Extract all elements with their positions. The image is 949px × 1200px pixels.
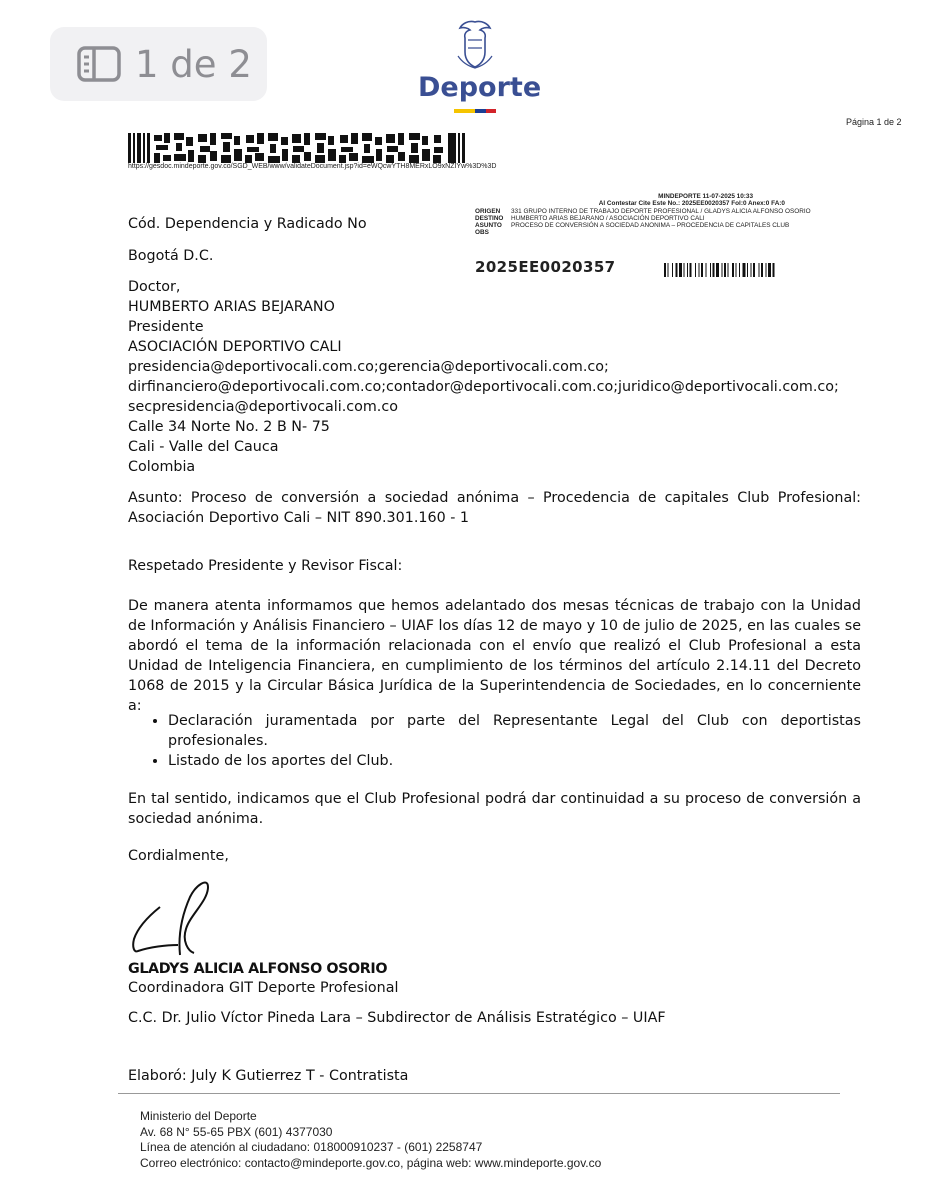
bullet-item: • Declaración juramentada por parte del Representante Legal del Club con deportistas profesionales.	[168, 711, 861, 751]
flag-stripe	[454, 109, 496, 113]
coat-of-arms-icon	[452, 18, 498, 70]
elaborated-by: Elaboró: July K Gutierrez T - Contratista	[128, 1068, 409, 1084]
footer-divider	[118, 1093, 840, 1094]
greeting: Respetado Presidente y Revisor Fiscal:	[128, 558, 403, 574]
footer-line: Línea de atención al ciudadano: 018000910237 - (601) 2258747	[140, 1140, 483, 1154]
stamp-origen-value: 331 GRUPO INTERNO DE TRABAJO DEPORTE PROFESIONAL / GLADYS ALICIA ALFONSO OSORIO	[511, 207, 811, 215]
stamp-asunto-value: PROCESO DE CONVERSIÓN A SOCIEDAD ANONIMA – PROCEDENCIA DE CAPITALES CLUB	[511, 222, 790, 230]
signer-name: GLADYS ALICIA ALFONSO OSORIO	[128, 961, 388, 977]
addressee-email[interactable]: presidencia@deportivocali.com.co;gerencia@deportivocali.com.co;	[128, 359, 609, 375]
footer-line: Ministerio del Deporte	[140, 1109, 257, 1123]
stamp-line1: MINDEPORTE 11-07-2025 10:33	[658, 193, 753, 200]
barcode-graphic	[128, 133, 468, 163]
radicado-number: 2025EE0020357	[475, 258, 616, 276]
footer-line: Av. 68 N° 55-65 PBX (601) 4377030	[140, 1124, 333, 1139]
stamp-origen-label: ORIGEN	[475, 207, 501, 215]
addressee-email[interactable]: dirfinanciero@deportivocali.com.co;contador@deportivocali.com.co;juridico@deportivocali.com.co;	[128, 379, 839, 395]
addressee-line: Doctor,	[128, 279, 181, 295]
cc-line: C.C. Dr. Julio Víctor Pineda Lara – Subdirector de Análisis Estratégico – UIAF	[128, 1010, 666, 1026]
paragraph-2: En tal sentido, indicamos que el Club Profesional podrá dar continuidad a su proceso de conversión a sociedad anónima.	[128, 791, 861, 827]
stamp-line2: Al Contestar Cite Este No.: 2025EE0020357 Fol:0 Anex:0 FA:0	[598, 200, 785, 208]
cod-dependencia: Cód. Dependencia y Radicado No	[128, 216, 367, 232]
addressee-line: ASOCIACIÓN DEPORTIVO CALI	[128, 339, 342, 355]
ministry-logo	[410, 18, 540, 118]
signer-title: Coordinadora GIT Deporte Profesional	[128, 980, 399, 996]
footer-line: Correo electrónico: contacto@mindeporte.gov.co, página web: www.mindeporte.gov.co	[140, 1155, 602, 1170]
sidebar-icon	[77, 46, 121, 82]
addressee-line: HUMBERTO ARIAS BEJARANO	[128, 299, 335, 315]
page-indicator[interactable]	[50, 27, 267, 101]
radicado-barcode	[664, 263, 852, 277]
stamp-asunto-label: ASUNTO	[475, 222, 502, 230]
addressee-block	[128, 277, 839, 477]
stamp-destino-label: DESTINO	[475, 214, 504, 222]
logo-text: Deporte	[418, 72, 542, 103]
addressee-email[interactable]: secpresidencia@deportivocali.com.co	[128, 399, 398, 415]
addressee-line: Cali - Valle del Cauca	[128, 439, 279, 455]
radicado-stamp	[475, 193, 865, 237]
paragraph-1: De manera atenta informamos que hemos adelantado dos mesas técnicas de trabajo con la Unidad de Información y Análisis Financiero – UIAF los días 12 de mayo y 10 de julio de 2025, en las cuales se abordó el tema de la información relacionada con el envío que realizó el Club Profesional a esta Unidad de Inteligencia Financiera, en cumplimiento de los términos del artículo 2.14.11 del Decreto 1068 de 2015 y la Circular Básica Jurídica de la Superintendencia de Sociedades, en lo concerniente a:	[128, 598, 861, 714]
city: Bogotá D.C.	[128, 248, 214, 264]
addressee-line: Colombia	[128, 459, 196, 475]
subject: Asunto: Proceso de conversión a sociedad anónima – Procedencia de capitales Club Profesional: Asociación Deportivo Cali – NIT 890.301.160 - 1	[128, 490, 861, 526]
bullet-list	[128, 711, 861, 771]
page-indicator-label: 1 de 2	[135, 42, 252, 86]
addressee-line: Presidente	[128, 319, 204, 335]
validation-url[interactable]: https://gesdoc.mindeporte.gov.co/SGD_WEB/www/validateDocument.jsp?id=eWQcwYTH8MERxLO9xNZIYw%3D%3D	[128, 163, 497, 170]
handwritten-signature	[120, 875, 230, 960]
page-number: Página 1 de 2	[846, 117, 902, 127]
stamp-obs-label: OBS	[475, 229, 489, 237]
bullet-item: • Listado de los aportes del Club.	[168, 751, 861, 771]
footer	[140, 1109, 601, 1171]
closing: Cordialmente,	[128, 848, 229, 864]
stamp-destino-value: HUMBERTO ARIAS BEJARANO / ASOCIACIÓN DEPORTIVO CALI	[511, 214, 705, 222]
addressee-line: Calle 34 Norte No. 2 B N- 75	[128, 419, 330, 435]
